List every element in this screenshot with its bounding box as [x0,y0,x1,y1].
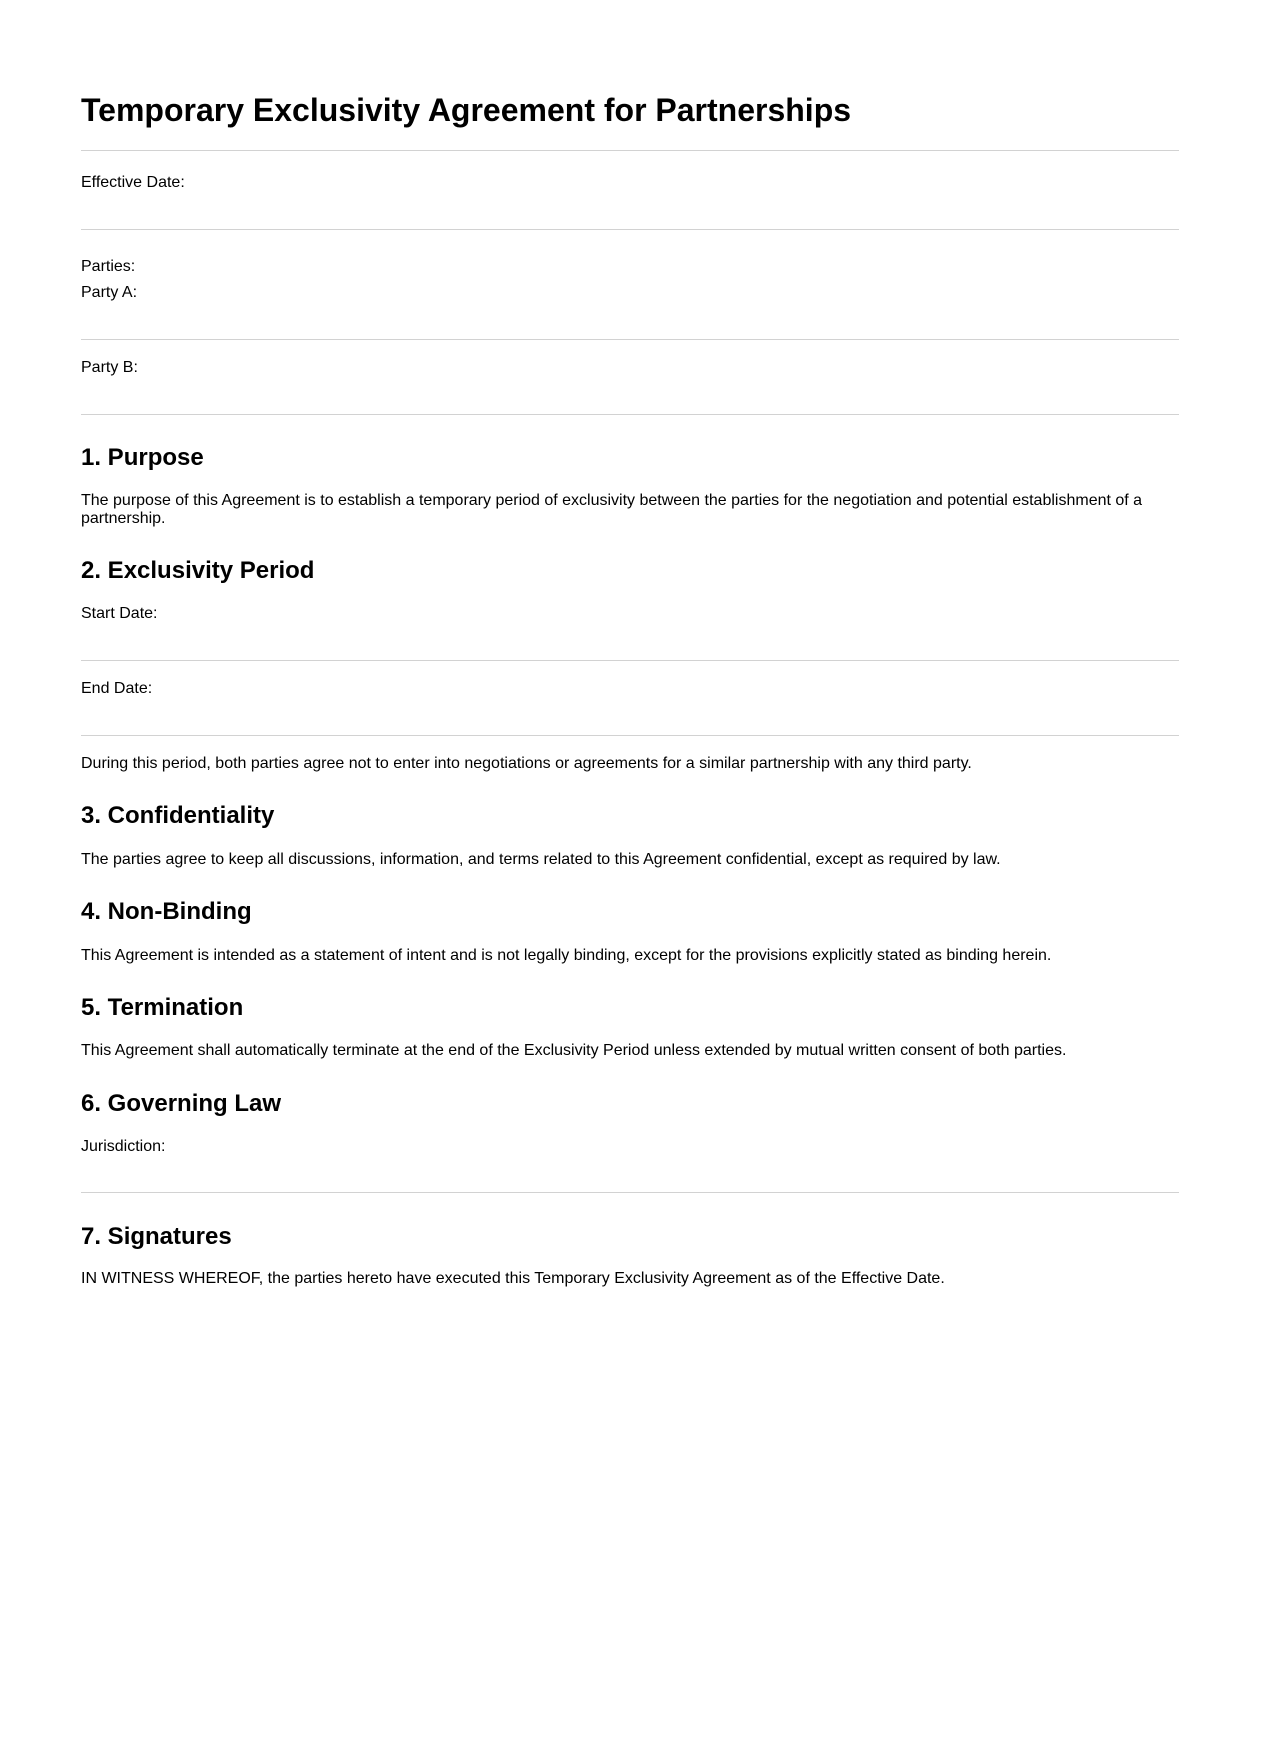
title-divider [81,150,1179,151]
section-heading-confidentiality: 3. Confidentiality [81,802,275,829]
section-heading-purpose: 1. Purpose [81,444,204,471]
section-heading-termination: 5. Termination [81,994,244,1021]
section-text-confidentiality: The parties agree to keep all discussions, information, and terms related to this Agreement confidential, except as required by law. [81,851,1001,868]
parties-label: Parties: [81,258,136,275]
party-b-label: Party B: [81,359,138,376]
section-text-exclusivity: During this period, both parties agree not to enter into negotiations or agreements for a similar partnership with any third party. [81,755,972,772]
section-text-termination: This Agreement shall automatically terminate at the end of the Exclusivity Period unless extended by mutual written consent of both parties. [81,1042,1067,1059]
section-text-purpose: The purpose of this Agreement is to establish a temporary period of exclusivity between the parties for the negotiation and potential establishment of a partnership. [81,492,1143,527]
section-heading-non-binding: 4. Non-Binding [81,898,252,925]
start-date-label: Start Date: [81,605,158,622]
jurisdiction-line[interactable] [81,1192,1179,1193]
section-text-non-binding: This Agreement is intended as a statement of intent and is not legally binding, except for the provisions explicitly stated as binding herein. [81,947,1052,964]
section-heading-signatures: 7. Signatures [81,1223,232,1250]
party-a-line[interactable] [81,339,1179,340]
section-text-signatures: IN WITNESS WHEREOF, the parties hereto have executed this Temporary Exclusivity Agreement as of the Effective Date. [81,1270,945,1287]
effective-date-label: Effective Date: [81,174,185,191]
start-date-line[interactable] [81,660,1179,661]
party-b-line[interactable] [81,414,1179,415]
end-date-line[interactable] [81,735,1179,736]
effective-date-line[interactable] [81,229,1179,230]
section-heading-exclusivity: 2. Exclusivity Period [81,557,315,584]
document-title: Temporary Exclusivity Agreement for Partnerships [81,92,852,128]
party-a-label: Party A: [81,284,138,301]
jurisdiction-label: Jurisdiction: [81,1138,166,1155]
section-heading-governing-law: 6. Governing Law [81,1090,282,1117]
end-date-label: End Date: [81,680,153,697]
